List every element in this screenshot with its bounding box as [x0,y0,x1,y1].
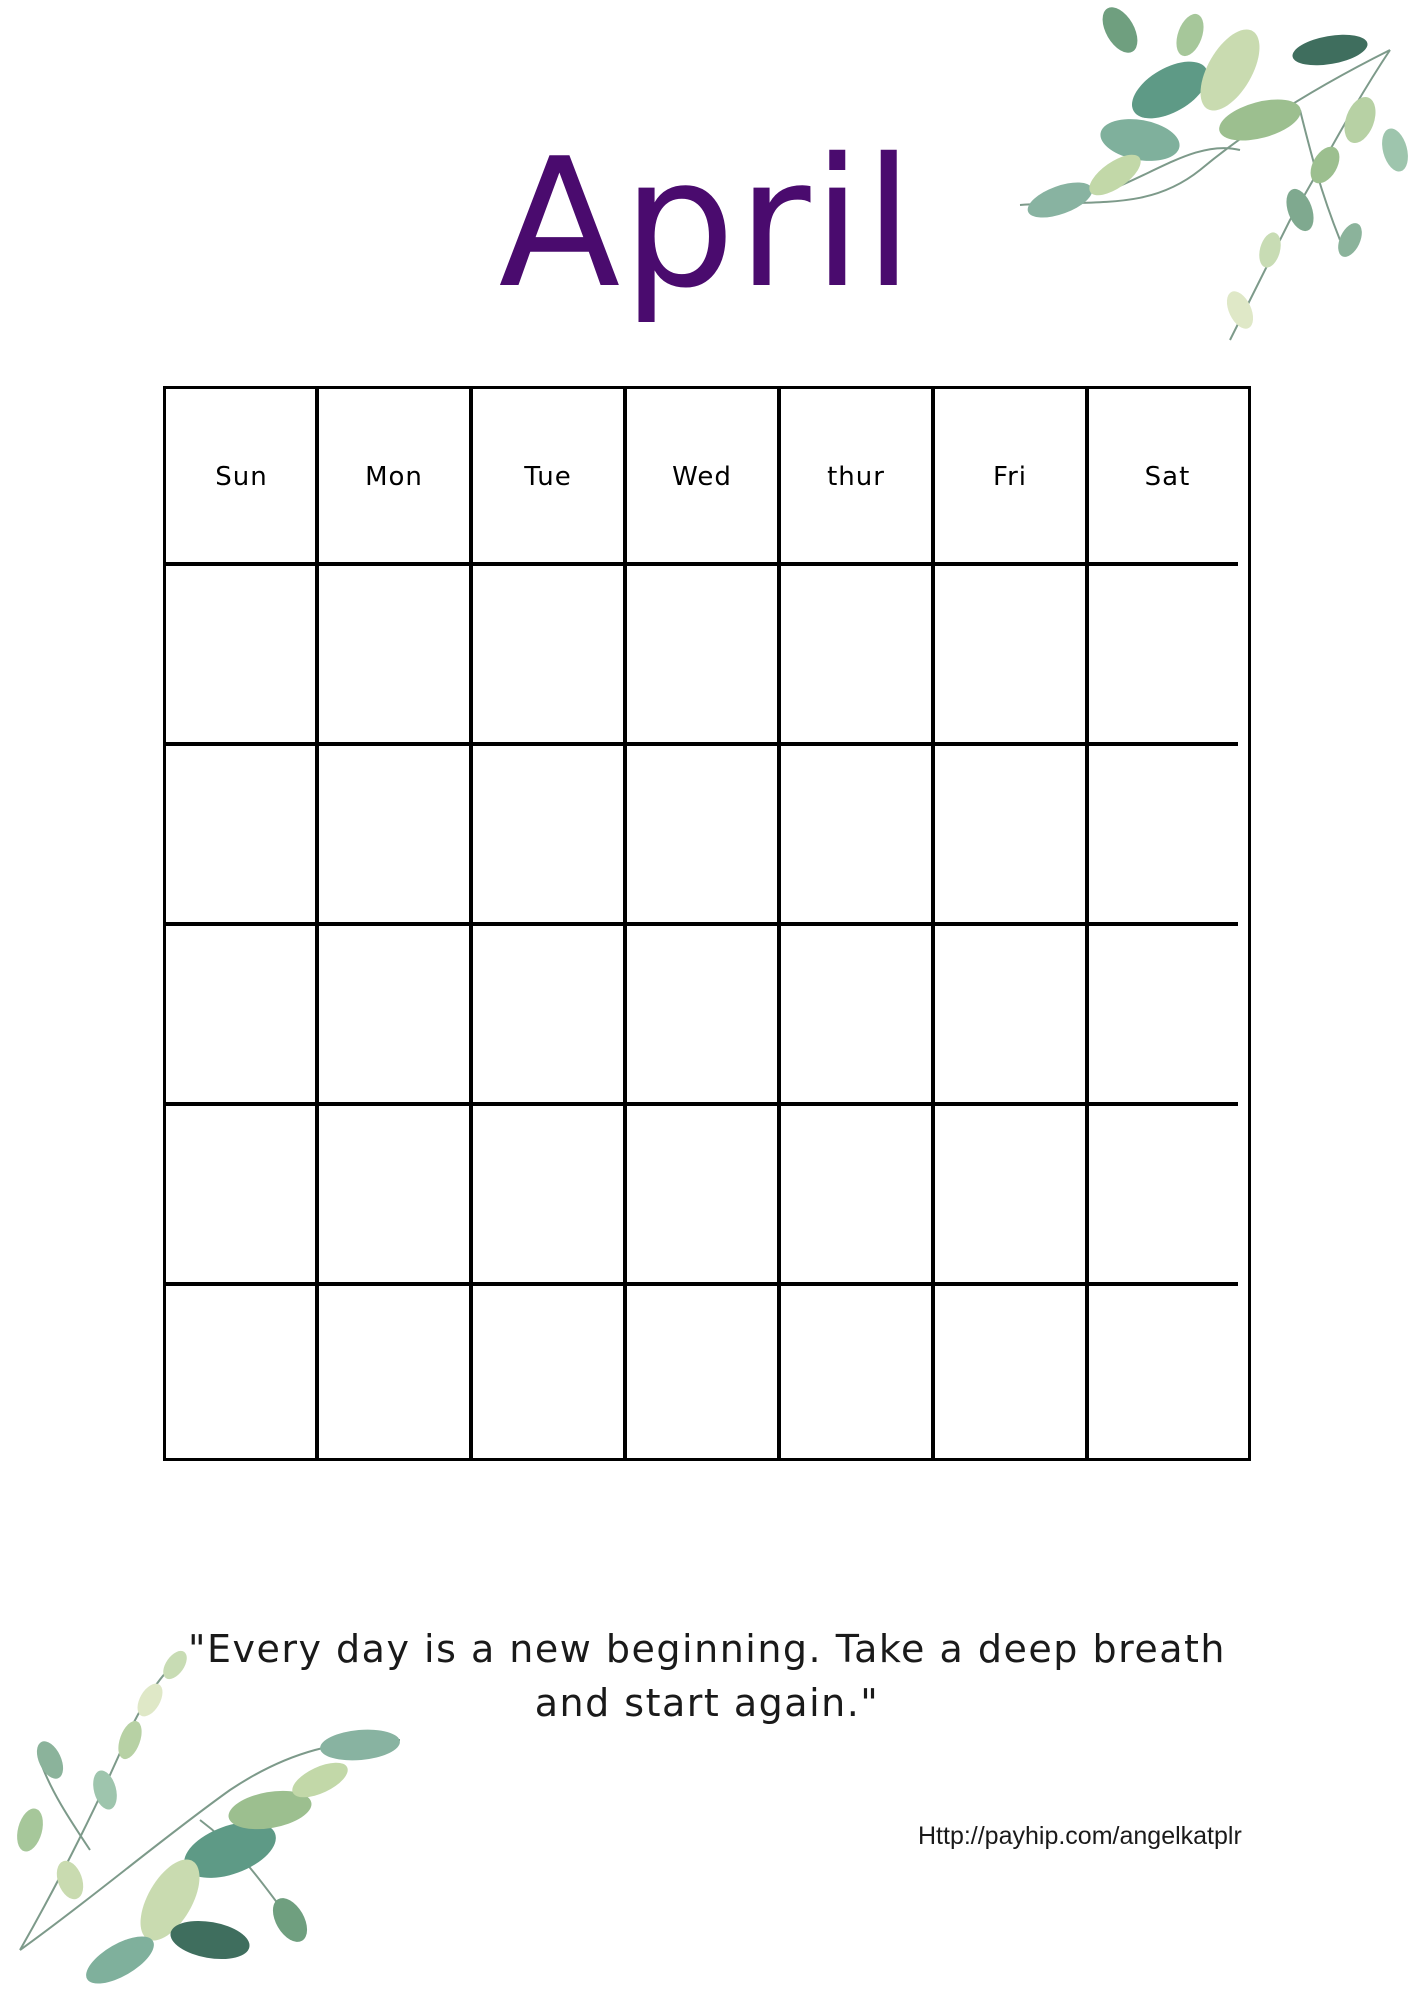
day-cell[interactable] [933,1104,1087,1284]
day-cell[interactable] [779,744,933,924]
day-cell[interactable] [471,564,625,744]
day-cell[interactable] [1087,564,1248,744]
day-cell[interactable] [317,1104,471,1284]
day-header-mon: Mon [365,461,423,492]
month-title: April [498,120,916,327]
day-cell[interactable] [317,744,471,924]
day-cell[interactable] [1087,744,1248,924]
day-cell[interactable] [166,564,317,744]
day-cell[interactable] [1087,1284,1248,1458]
day-cell[interactable] [933,924,1087,1104]
quote-line-2: and start again." [534,1681,880,1725]
day-cell[interactable] [779,1284,933,1458]
day-cell[interactable] [933,1284,1087,1458]
day-cell[interactable] [779,1104,933,1284]
day-cell[interactable] [933,564,1087,744]
day-cell[interactable] [166,1104,317,1284]
day-cell[interactable] [317,924,471,1104]
day-cell[interactable] [166,744,317,924]
day-cell[interactable] [625,1284,779,1458]
day-cell[interactable] [317,1284,471,1458]
day-cell[interactable] [471,1104,625,1284]
quote-line-1: "Every day is a new beginning. Take a deep breath [187,1627,1227,1671]
day-cell[interactable] [471,1284,625,1458]
day-cell[interactable] [471,924,625,1104]
day-cell[interactable] [779,924,933,1104]
day-header-sat: Sat [1144,461,1191,492]
day-cell[interactable] [779,564,933,744]
day-header-thur: thur [827,461,885,492]
day-header-sun: Sun [215,461,268,492]
day-cell[interactable] [625,924,779,1104]
quote [150,1622,1264,1730]
website-url: Http://payhip.com/angelkatplr [918,1822,1242,1850]
day-cell[interactable] [166,924,317,1104]
day-cell[interactable] [625,744,779,924]
day-cell[interactable] [625,1104,779,1284]
day-cell[interactable] [471,744,625,924]
day-cell[interactable] [1087,924,1248,1104]
day-header-tue: Tue [524,461,572,492]
day-cell[interactable] [625,564,779,744]
day-header-wed: Wed [672,461,732,492]
day-cell[interactable] [317,564,471,744]
day-cell[interactable] [166,1284,317,1458]
calendar-grid [163,386,1251,1461]
day-cell[interactable] [1087,1104,1248,1284]
day-cell[interactable] [933,744,1087,924]
day-header-fri: Fri [993,461,1027,492]
